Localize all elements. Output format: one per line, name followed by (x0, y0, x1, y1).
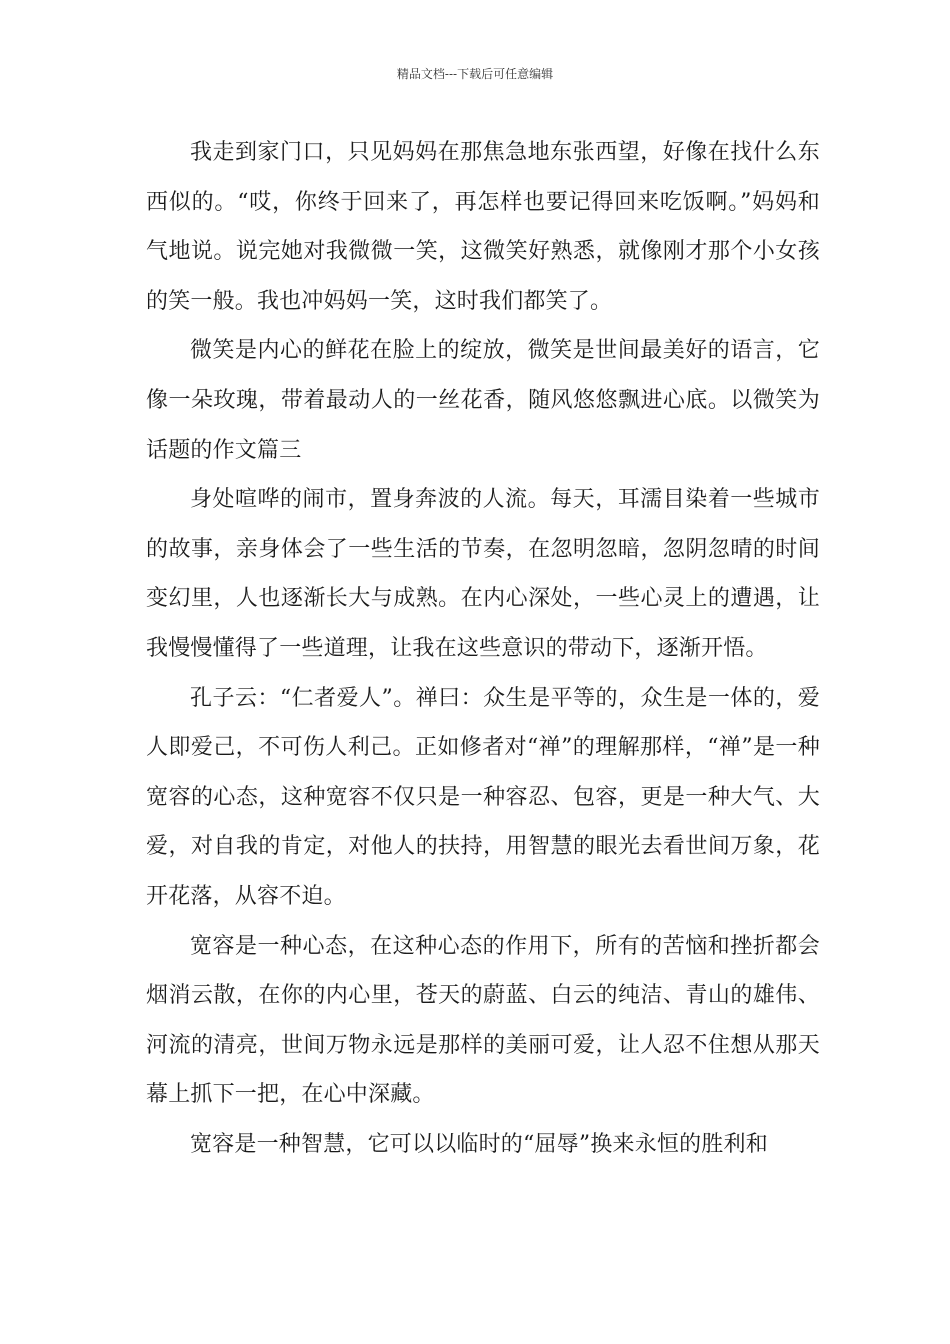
document-body (146, 128, 820, 1169)
paragraph: 身处喧哗的闹市，置身奔波的人流。每天，耳濡目染着一些城市的故事，亲身体会了一些生活的节奏，在忽明忽暗，忽阴忽晴的时间变幻里，人也逐渐长大与成熟。在内心深处，一些心灵上的遭遇，让我慢慢懂得了一些道理，让我在这些意识的带动下，逐渐开悟。 (146, 487, 820, 661)
paragraph: 孔子云：“仁者爱人”。禅曰：众生是平等的，众生是一体的，爱人即爱己，不可伤人利己。正如修者对“禅”的理解那样，“禅”是一种宽容的心态，这种宽容不仅只是一种容忍、包容，更是一种大气、大爱，对自我的肯定，对他人的扶持，用智慧的眼光去看世间万象，花开花落，从容不迫。 (146, 685, 820, 909)
paragraph: 宽容是一种心态，在这种心态的作用下，所有的苦恼和挫折都会烟消云散，在你的内心里，苍天的蔚蓝、白云的纯洁、青山的雄伟、河流的清亮，世间万物永远是那样的美丽可爱，让人忍不住想从那天幕上抓下一把，在心中深藏。 (146, 933, 820, 1108)
paragraph: 微笑是内心的鲜花在脸上的绽放，微笑是世间最美好的语言，它像一朵玫瑰，带着最动人的一丝花香，随风悠悠飘进心底。以微笑为话题的作文篇三 (146, 338, 820, 463)
paragraph: 宽容是一种智慧，它可以以临时的“屈辱”换来永恒的胜利和 (190, 1131, 768, 1157)
paragraph: 我走到家门口，只见妈妈在那焦急地东张西望，好像在找什么东西似的。“哎，你终于回来了，再怎样也要记得回来吃饭啊。”妈妈和气地说。说完她对我微微一笑，这微笑好熟悉，就像刚才那个小女孩的笑一般。我也冲妈妈一笑，这时我们都笑了。 (146, 140, 820, 314)
page-header: 精品文档---下载后可任意编辑 (396, 67, 554, 81)
